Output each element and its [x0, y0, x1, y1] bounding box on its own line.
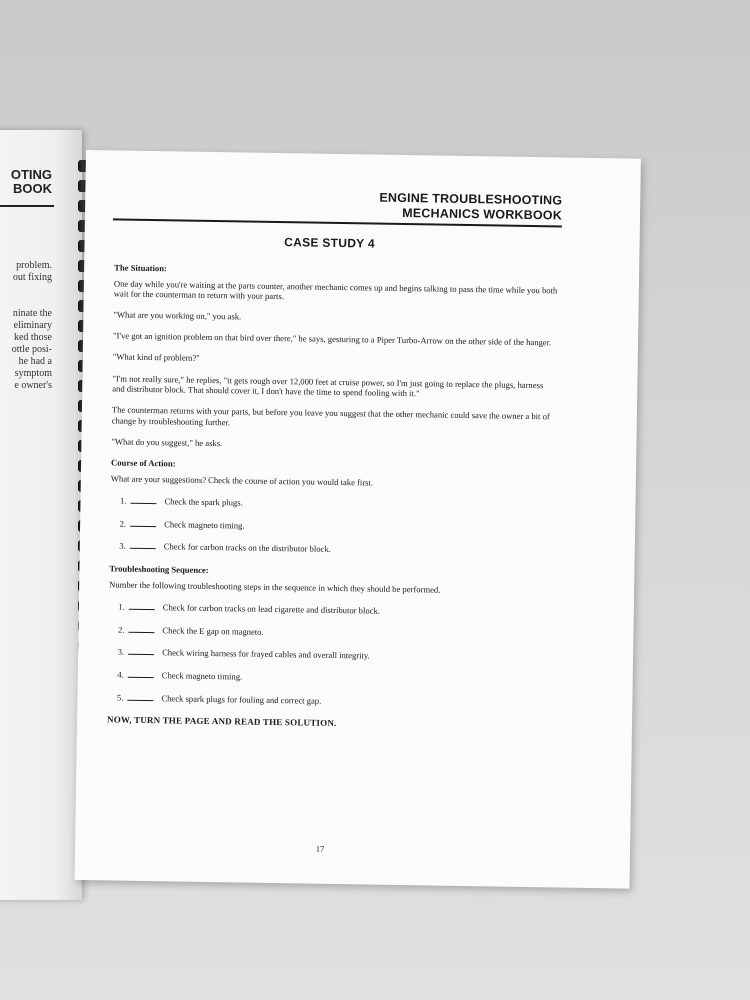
page-content: [107, 262, 559, 742]
sequence-item: [108, 624, 553, 642]
answer-blank[interactable]: [128, 670, 154, 678]
item-text: Check magneto timing.: [164, 519, 245, 531]
course-heading: Course of Action:: [111, 457, 176, 469]
left-text-line: ked those: [13, 332, 52, 343]
left-text-line: symptom: [14, 368, 52, 379]
item-number: 5.: [116, 692, 124, 703]
paragraph: The counterman returns with your parts, but before you leave you suggest that the other mechanic could save the owner a bit of change by troubleshooting further.: [111, 404, 550, 428]
item-text: Check spark plugs for fouling and correct gap.: [161, 692, 322, 706]
answer-blank[interactable]: [130, 541, 156, 549]
answer-blank[interactable]: [128, 625, 154, 633]
header-line-2: MECHANICS WORKBOOK: [402, 205, 563, 222]
paragraph: "I've got an ignition problem on that bird over there," he says, gesturing to a Piper Turbo-Arrow on the other side of the hanger.: [113, 330, 552, 348]
item-text: Check the E gap on magneto.: [162, 625, 264, 637]
left-text-line: out fixing: [12, 272, 52, 283]
course-item: [110, 541, 555, 559]
paragraph: "What do you suggest," he asks.: [111, 436, 223, 449]
page-number: 17: [315, 843, 325, 854]
sequence-item: [109, 602, 554, 620]
workbook-page: [75, 150, 641, 889]
answer-blank[interactable]: [128, 647, 154, 655]
course-prompt: What are your suggestions? Check the course of action you would take first.: [110, 473, 374, 488]
sequence-heading: Troubleshooting Sequence:: [109, 563, 209, 575]
sequence-item: [107, 692, 552, 710]
paragraph: One day while you're waiting at the parts counter, another mechanic comes up and begins talking to pass the time while you both wait for the counterman to return with your parts.: [113, 278, 558, 302]
item-text: Check the spark plugs.: [164, 496, 243, 508]
left-text-line: eliminary: [13, 320, 52, 331]
course-item: [110, 496, 555, 514]
sequence-prompt: Number the following troubleshooting steps in the sequence in which they should be performed.: [109, 579, 441, 595]
course-item: [110, 518, 555, 536]
left-text-line: problem.: [16, 260, 52, 271]
answer-blank[interactable]: [130, 519, 156, 527]
answer-blank[interactable]: [129, 602, 155, 610]
item-text: Check magneto timing.: [161, 670, 243, 682]
item-number: 2.: [117, 624, 125, 635]
item-number: 2.: [119, 518, 127, 529]
answer-blank[interactable]: [127, 692, 153, 700]
item-text: Check for carbon tracks on lead cigarette and distributor block.: [162, 602, 381, 616]
left-header-line: OTING: [10, 167, 52, 182]
paragraph: "What are you working on," you ask.: [113, 309, 242, 322]
item-text: Check wiring harness for frayed cables and overall integrity.: [162, 647, 370, 661]
left-page-header: [11, 168, 52, 196]
item-number: 3.: [119, 540, 126, 552]
paragraph: "I'm not really sure," he replies, "it gets rough over 12,000 feet at cruise power, so I'm just going to replace the plugs, harness and distributor block. That should cover it, I don't have the time to spend fooling with it.": [112, 373, 544, 399]
left-text-line: he had a: [18, 356, 52, 367]
left-text-line: e owner's: [14, 380, 52, 391]
item-number: 4.: [117, 669, 124, 680]
sequence-item: [108, 669, 553, 687]
page-header: [379, 191, 562, 223]
sequence-item: [108, 647, 553, 665]
left-facing-page: [0, 130, 82, 900]
left-header-line: BOOK: [13, 181, 52, 196]
item-text: Check for carbon tracks on the distributor block.: [163, 541, 331, 555]
paragraph: "What kind of problem?": [112, 351, 200, 364]
item-number: 1.: [119, 495, 127, 506]
item-number: 1.: [118, 601, 125, 612]
case-study-title: CASE STUDY 4: [284, 235, 376, 251]
left-header-rule: [0, 205, 54, 207]
header-line-1: ENGINE TROUBLESHOOTING: [379, 190, 563, 208]
item-number: 3.: [117, 646, 125, 658]
situation-heading: The Situation:: [114, 262, 168, 274]
answer-blank[interactable]: [130, 496, 156, 504]
left-text-line: ottle posi-: [11, 344, 52, 355]
left-text-line: ninate the: [12, 308, 52, 319]
closing-instruction: NOW, TURN THE PAGE AND READ THE SOLUTION.: [106, 714, 337, 729]
